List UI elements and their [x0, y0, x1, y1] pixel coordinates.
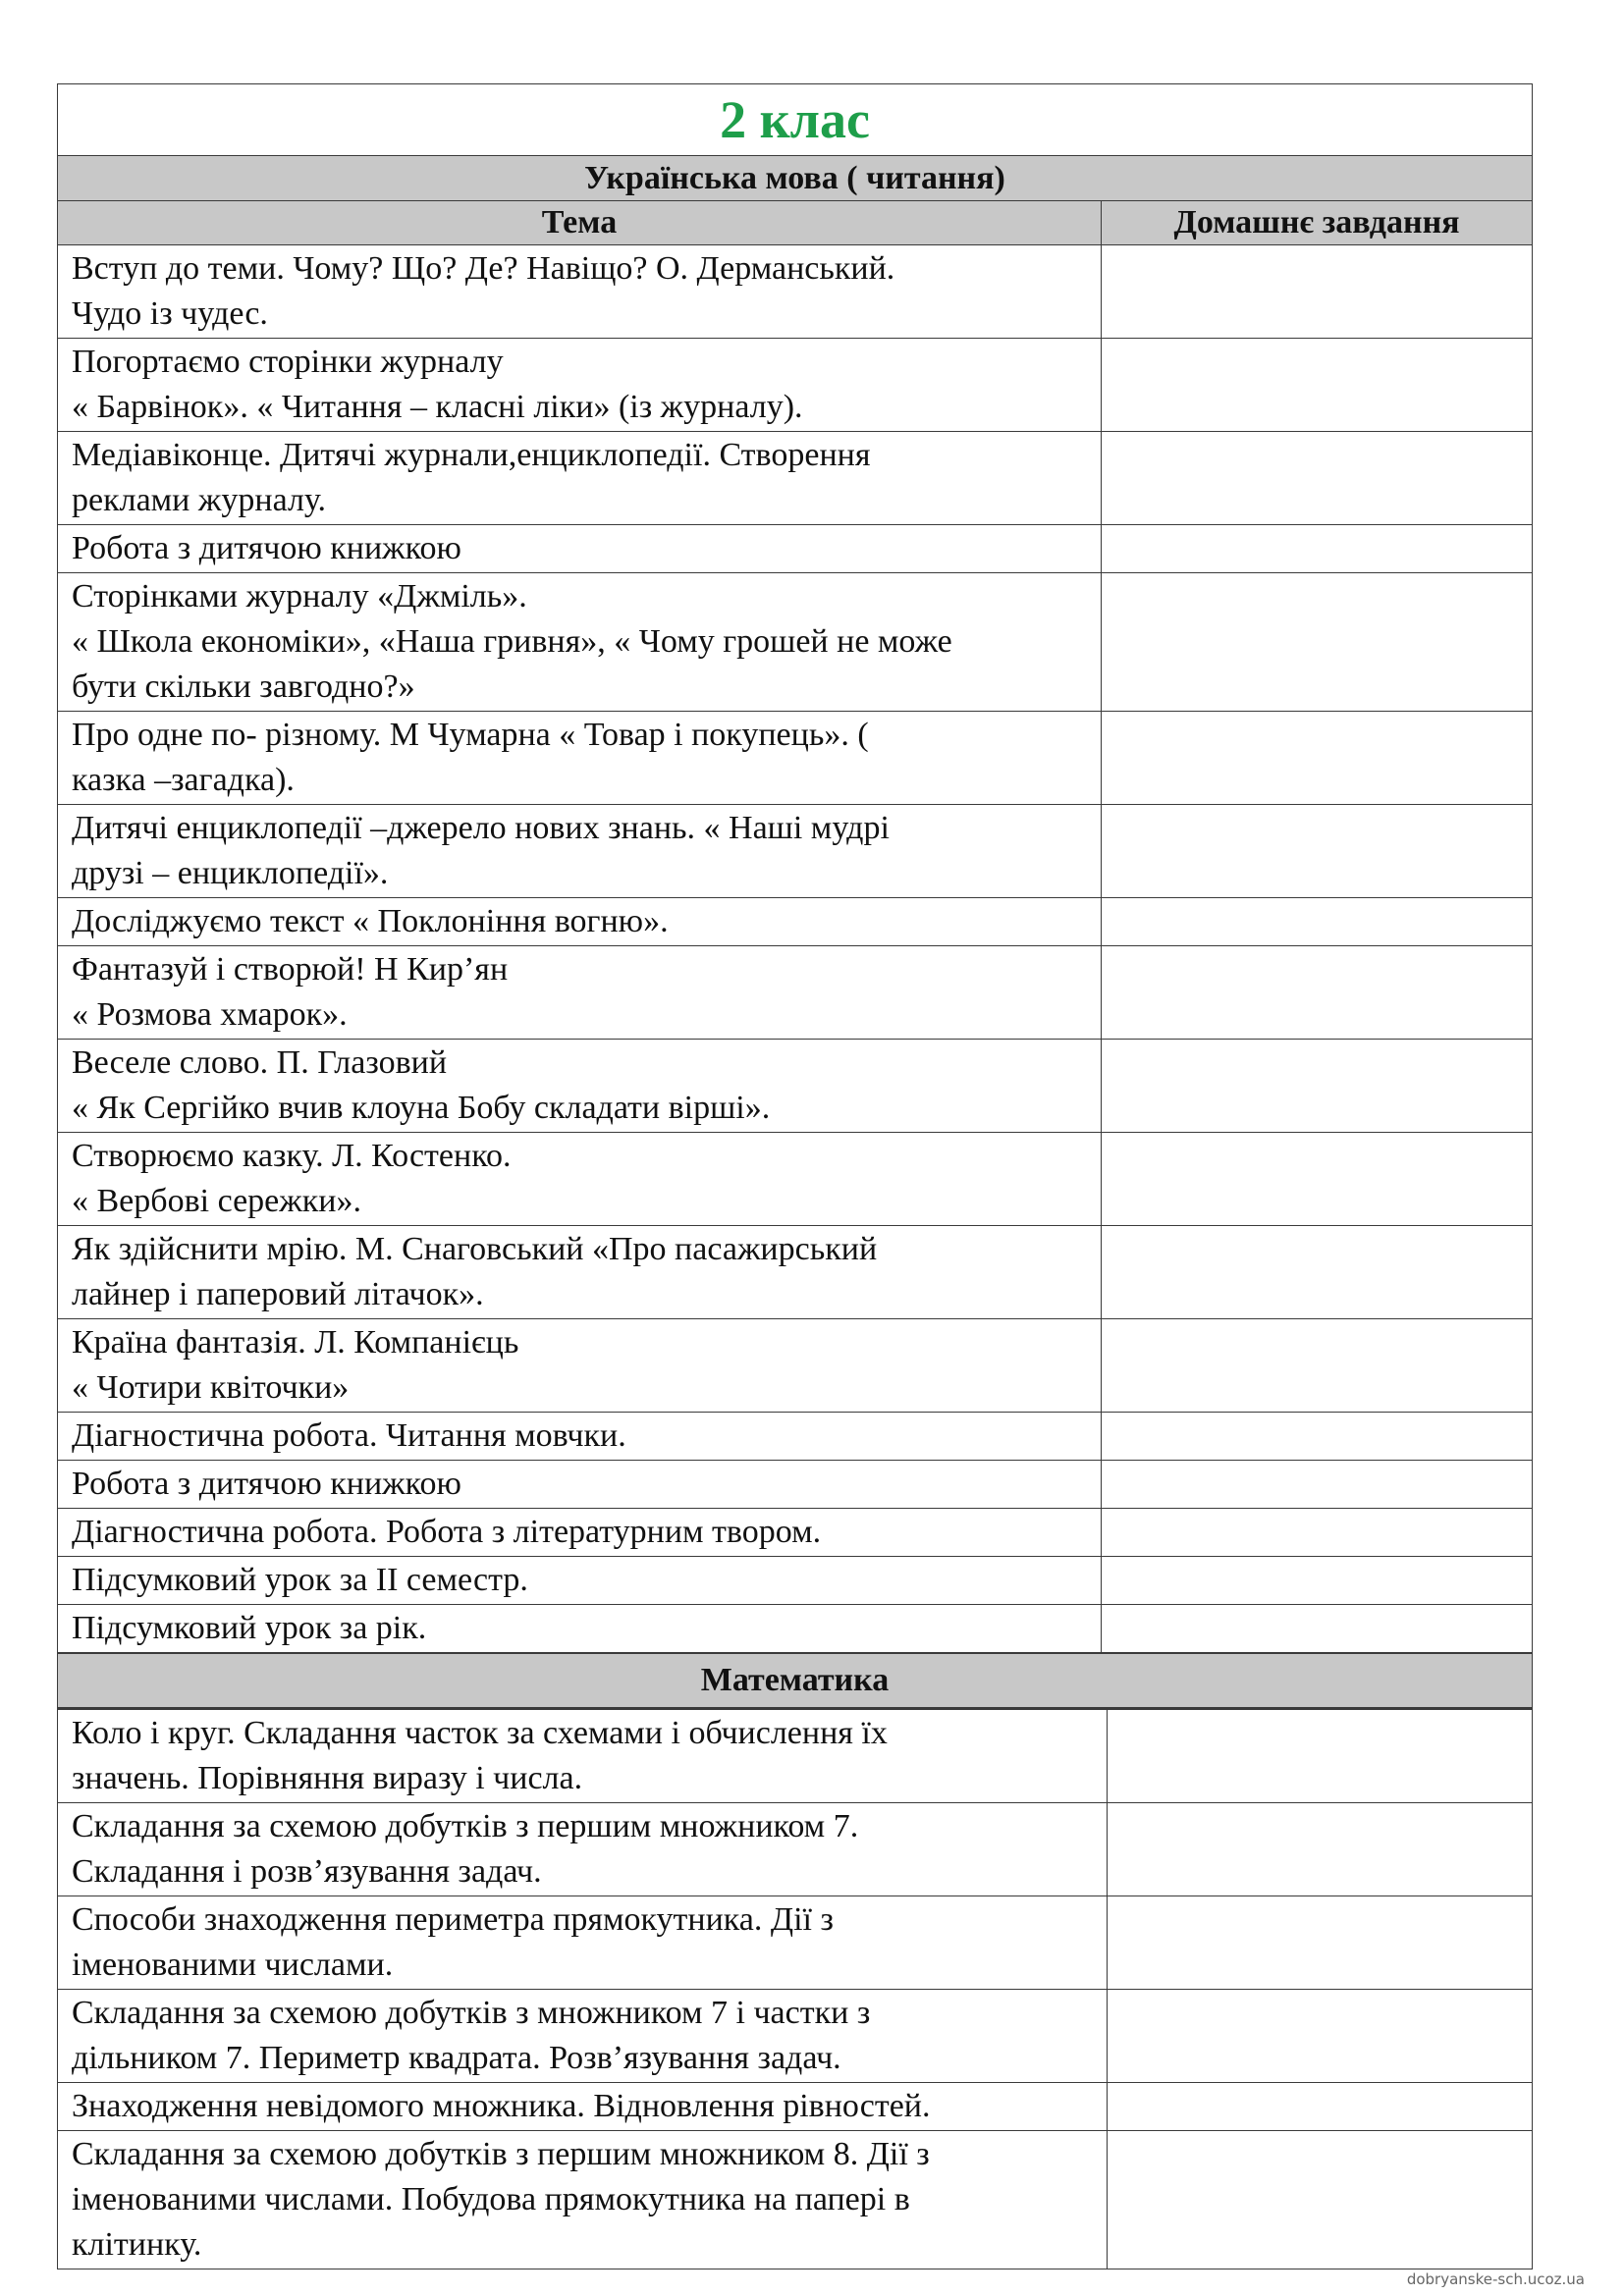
- table-row: [58, 525, 1533, 573]
- page-title: 2 клас: [58, 84, 1533, 156]
- table-row: [58, 898, 1533, 946]
- reading-homework-cell[interactable]: [1102, 525, 1533, 573]
- reading-homework-cell[interactable]: [1102, 1319, 1533, 1413]
- reading-topic-cell: Дитячі енциклопедії –джерело нових знань. « Наші мудрі друзі – енциклопедії».: [58, 805, 1102, 898]
- column-header-homework: Домашнє завдання: [1102, 201, 1533, 245]
- table-row: [58, 1709, 1533, 1803]
- reading-topic-cell: Сторінками журналу «Джміль». « Школа економіки», «Наша гривня», « Чому грошей не може бути скільки завгодно?»: [58, 573, 1102, 712]
- math-homework-cell[interactable]: [1108, 1990, 1533, 2083]
- math-table: [57, 1653, 1533, 2269]
- table-row: [58, 245, 1533, 339]
- math-section-row: [58, 1654, 1533, 1709]
- column-header-row: [58, 201, 1533, 245]
- reading-homework-cell[interactable]: [1102, 898, 1533, 946]
- math-homework-cell[interactable]: [1108, 2131, 1533, 2269]
- reading-topic-cell: Підсумковий урок за ІІ семестр.: [58, 1557, 1102, 1605]
- reading-homework-cell[interactable]: [1102, 946, 1533, 1040]
- math-homework-cell[interactable]: [1108, 2083, 1533, 2131]
- reading-topic-cell: Підсумковий урок за рік.: [58, 1605, 1102, 1653]
- reading-homework-cell[interactable]: [1102, 1040, 1533, 1133]
- reading-homework-cell[interactable]: [1102, 1461, 1533, 1509]
- lesson-plan-sheet: [57, 83, 1532, 2269]
- reading-homework-cell[interactable]: [1102, 573, 1533, 712]
- reading-homework-cell[interactable]: [1102, 1509, 1533, 1557]
- table-row: [58, 1509, 1533, 1557]
- math-topic-cell: Складання за схемою добутків з першим множником 8. Дії з іменованими числами. Побудова прямокутника на папері в клітинку.: [58, 2131, 1108, 2269]
- reading-topic-cell: Вступ до теми. Чому? Що? Де? Навіщо? О. Дерманський. Чудо із чудес.: [58, 245, 1102, 339]
- reading-homework-cell[interactable]: [1102, 432, 1533, 525]
- reading-topic-cell: Про одне по- різному. М Чумарна « Товар і покупець». ( казка –загадка).: [58, 712, 1102, 805]
- math-section-title: Математика: [58, 1654, 1533, 1709]
- table-row: [58, 1319, 1533, 1413]
- math-topic-cell: Способи знаходження периметра прямокутника. Дії з іменованими числами.: [58, 1896, 1108, 1990]
- table-row: [58, 339, 1533, 432]
- math-homework-cell[interactable]: [1108, 1803, 1533, 1896]
- reading-homework-cell[interactable]: [1102, 1133, 1533, 1226]
- reading-topic-cell: Медіавіконце. Дитячі журнали,енциклопедії. Створення реклами журналу.: [58, 432, 1102, 525]
- math-topic-cell: Знаходження невідомого множника. Відновлення рівностей.: [58, 2083, 1108, 2131]
- reading-homework-cell[interactable]: [1102, 1605, 1533, 1653]
- table-row: [58, 1133, 1533, 1226]
- reading-topic-cell: Робота з дитячою книжкою: [58, 525, 1102, 573]
- table-row: [58, 2131, 1533, 2269]
- reading-section-row: [58, 156, 1533, 201]
- table-row: [58, 1226, 1533, 1319]
- reading-topic-cell: Діагностична робота. Читання мовчки.: [58, 1413, 1102, 1461]
- reading-topic-cell: Робота з дитячою книжкою: [58, 1461, 1102, 1509]
- table-row: [58, 1605, 1533, 1653]
- math-homework-cell[interactable]: [1108, 1896, 1533, 1990]
- title-row: [58, 84, 1533, 156]
- reading-topic-cell: Фантазуй і створюй! Н Кир’ян « Розмова хмарок».: [58, 946, 1102, 1040]
- reading-section-title: Українська мова ( читання): [58, 156, 1533, 201]
- math-topic-cell: Складання за схемою добутків з множником 7 і частки з дільником 7. Периметр квадрата. Розв’язування задач.: [58, 1990, 1108, 2083]
- table-row: [58, 432, 1533, 525]
- reading-topic-cell: Як здійснити мрію. М. Снаговський «Про пасажирський лайнер і паперовий літачок».: [58, 1226, 1102, 1319]
- table-row: [58, 573, 1533, 712]
- reading-topic-cell: Створюємо казку. Л. Костенко. « Вербові сережки».: [58, 1133, 1102, 1226]
- table-row: [58, 1803, 1533, 1896]
- table-row: [58, 1461, 1533, 1509]
- math-homework-cell[interactable]: [1108, 1709, 1533, 1803]
- reading-homework-cell[interactable]: [1102, 1226, 1533, 1319]
- reading-homework-cell[interactable]: [1102, 1557, 1533, 1605]
- table-row: [58, 805, 1533, 898]
- reading-homework-cell[interactable]: [1102, 805, 1533, 898]
- table-row: [58, 1040, 1533, 1133]
- table-row: [58, 946, 1533, 1040]
- math-topic-cell: Складання за схемою добутків з першим множником 7. Складання і розв’язування задач.: [58, 1803, 1108, 1896]
- reading-homework-cell[interactable]: [1102, 712, 1533, 805]
- reading-topic-cell: Погортаємо сторінки журналу « Барвінок». « Читання – класні ліки» (із журналу).: [58, 339, 1102, 432]
- column-header-topic: Тема: [58, 201, 1102, 245]
- math-topic-cell: Коло і круг. Складання часток за схемами і обчислення їх значень. Порівняння виразу і числа.: [58, 1709, 1108, 1803]
- table-row: [58, 712, 1533, 805]
- table-row: [58, 1413, 1533, 1461]
- table-row: [58, 2083, 1533, 2131]
- table-row: [58, 1896, 1533, 1990]
- site-watermark: dobryanske-sch.ucoz.ua: [1406, 2270, 1585, 2288]
- reading-topic-cell: Діагностична робота. Робота з літературним твором.: [58, 1509, 1102, 1557]
- reading-topic-cell: Досліджуємо текст « Поклоніння вогню».: [58, 898, 1102, 946]
- table-row: [58, 1990, 1533, 2083]
- reading-homework-cell[interactable]: [1102, 339, 1533, 432]
- reading-homework-cell[interactable]: [1102, 1413, 1533, 1461]
- reading-topic-cell: Країна фантазія. Л. Компанієць « Чотири квіточки»: [58, 1319, 1102, 1413]
- reading-table: [57, 83, 1533, 1653]
- reading-homework-cell[interactable]: [1102, 245, 1533, 339]
- table-row: [58, 1557, 1533, 1605]
- reading-topic-cell: Веселе слово. П. Глазовий « Як Сергійко вчив клоуна Бобу складати вірші».: [58, 1040, 1102, 1133]
